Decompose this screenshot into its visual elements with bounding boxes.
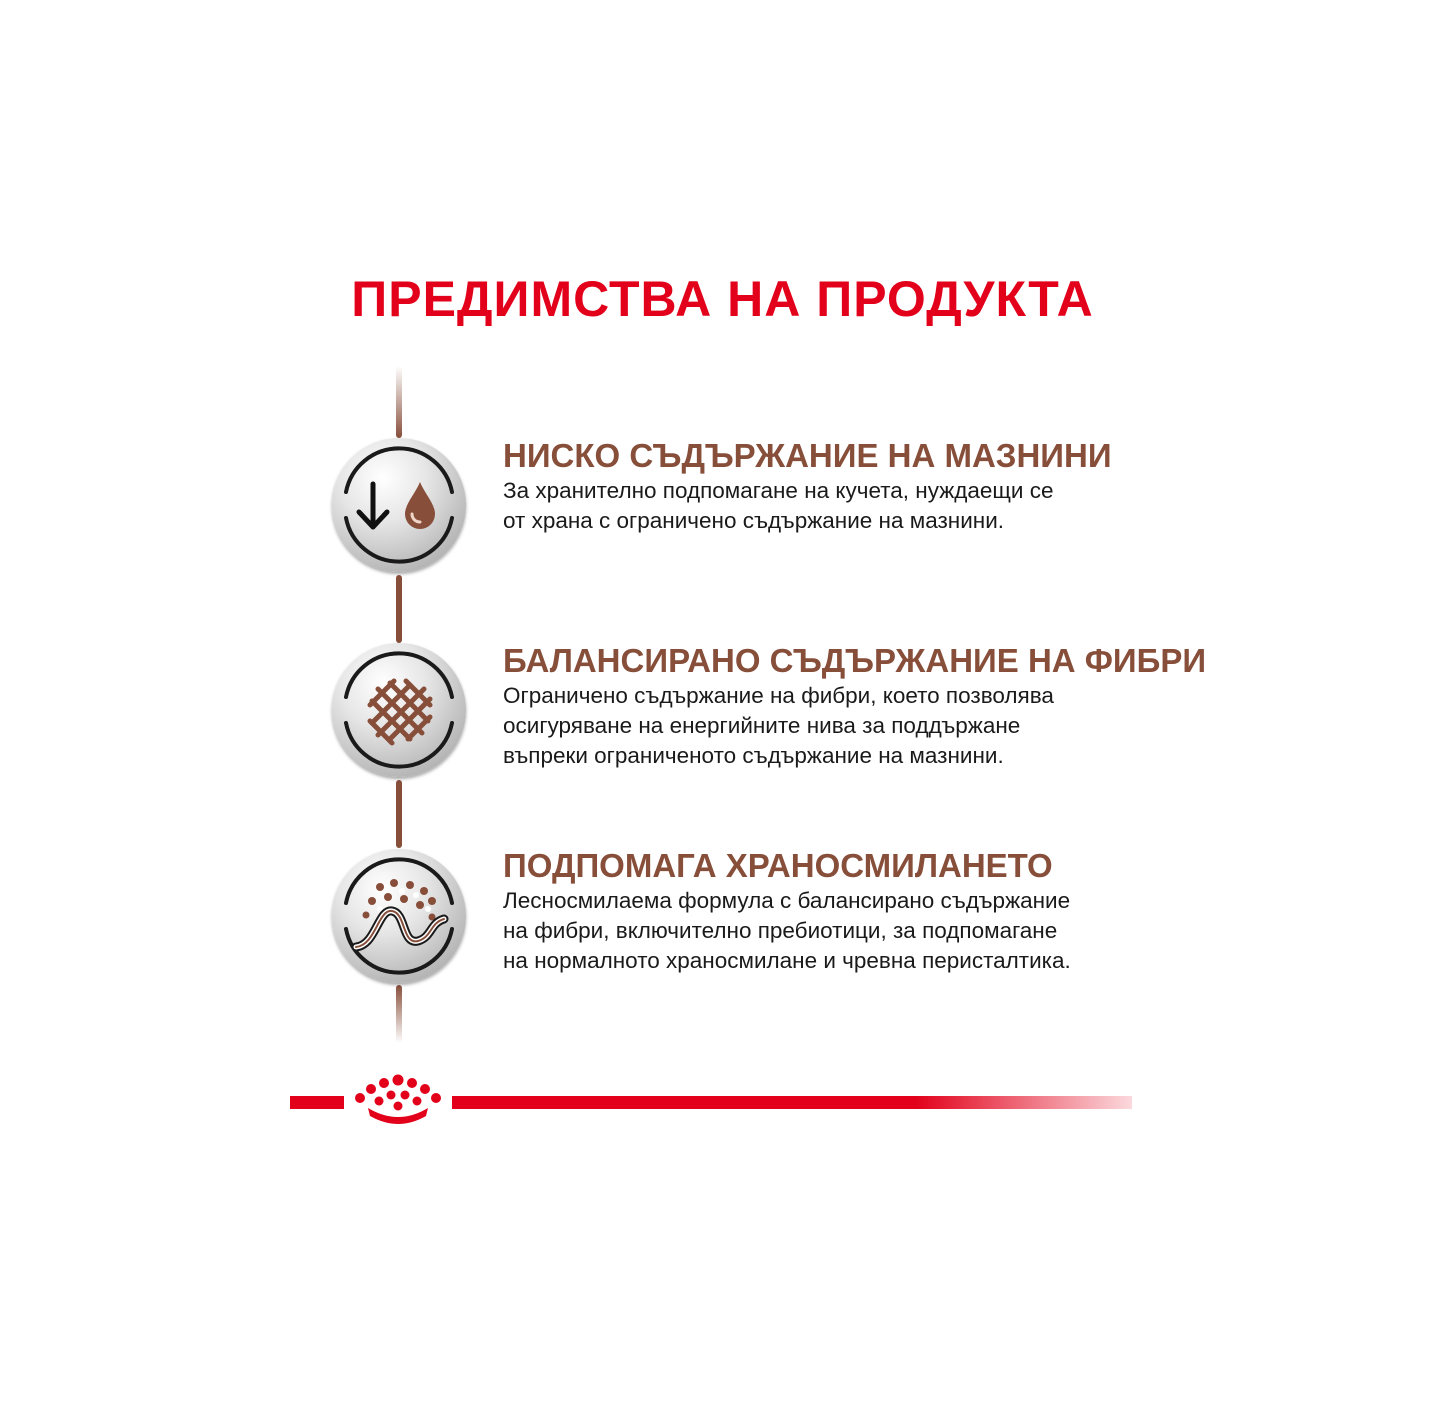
benefit-title: ПОДПОМАГА ХРАНОСМИЛАНЕТО [503,847,1053,884]
benefit-low-fat [503,436,1203,536]
benefit-text-line: Лесносмилаема формула с балансирано съдържание [503,888,1071,913]
benefit-text-line: на нормалното храносмилане и чревна перисталтика. [503,948,1071,973]
timeline-line-1 [396,575,402,643]
low-fat-icon [332,438,466,572]
digestion-icon [332,849,466,983]
timeline-line-2 [396,780,402,848]
benefit-digestion [503,846,1203,976]
benefit-text-line: от храна с ограничено съдържание на мазнини. [503,508,1005,533]
timeline-line-bottom [396,985,402,1043]
benefit-fiber [503,641,1207,771]
fiber-badge [332,643,466,777]
fiber-mesh-icon [332,643,466,777]
page-title: ПРЕДИМСТВА НА ПРОДУКТА [351,271,1094,327]
brand-bar-left [290,1096,344,1109]
low-fat-badge [332,438,466,572]
digestion-badge [332,849,466,983]
crown-logo-icon [350,1074,446,1126]
benefit-text-line: на фибри, включително пребиотици, за подпомагане [503,918,1058,943]
benefit-text-line: За хранително подпомагане на кучета, нуждаещи се [503,478,1054,503]
brand-bar-right [452,1096,1132,1109]
benefit-text-line: осигуряване на енергийните нива за поддържане [503,713,1021,738]
benefit-text-line: Ограничено съдържание на фибри, което позволява [503,683,1054,708]
benefit-title: НИСКО СЪДЪРЖАНИЕ НА МАЗНИНИ [503,437,1112,474]
benefit-title: БАЛАНСИРАНО СЪДЪРЖАНИЕ НА ФИБРИ [503,642,1207,679]
timeline-line-top [396,366,402,438]
benefit-text-line: въпреки ограниченото съдържание на мазнини. [503,743,1004,768]
